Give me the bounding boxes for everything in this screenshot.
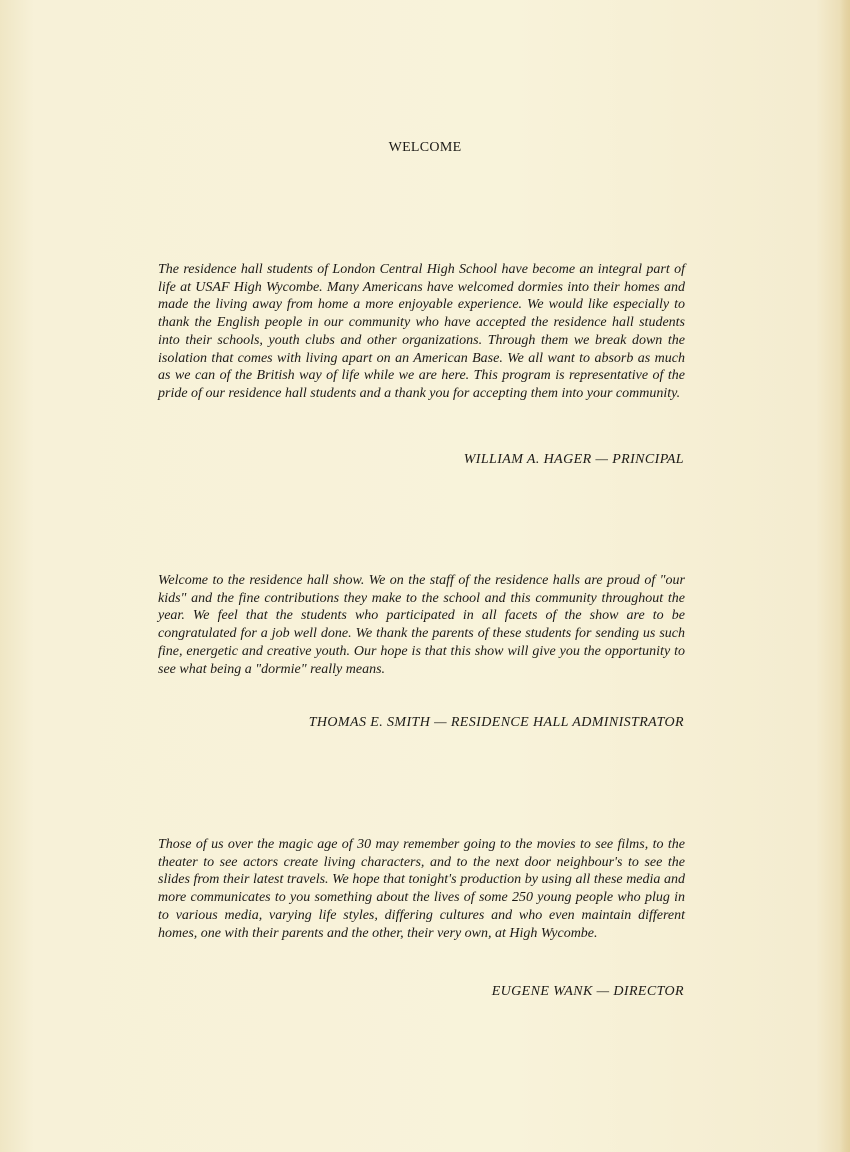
page-title: WELCOME [388,140,462,155]
page-edge-shadow [840,0,850,1152]
signature-principal: WILLIAM A. HAGER — PRINCIPAL [463,452,684,467]
welcome-paragraph-administrator: Welcome to the residence hall show. We on the staff of the residence halls are proud of "our kids" and the fine contributions they make to the school and this community throughout the year. We feel that the students who participated in all facets of the show are to be congratulated for a job well done. We thank the parents of these students for sending us such fine, energetic and creative youth. Our hope is that this show will give you the opportunity to see what being a "dormie" really means. [158,573,685,677]
welcome-paragraph-principal: The residence hall students of London Central High School have become an integral part of life at USAF High Wycombe. Many Americans have welcomed dormies into their homes and made the living away from home a more enjoyable experience. We would like especially to thank the English people in our community who have accepted the residence hall students into their schools, youth clubs and other organizations. Through them we break down the isolation that comes with living apart on an American Base. We all want to absorb as much as we can of the British way of life while we are here. This program is representative of the pride of our residence hall students and a thank you for accepting them into your community. [158,262,685,401]
signature-director: EUGENE WANK — DIRECTOR [491,984,684,999]
welcome-paragraph-director: Those of us over the magic age of 30 may remember going to the movies to see films, to the theater to see actors create living characters, and to the next door neighbour's to see the slides from their latest travels. We hope that tonight's production by using all these media and more communicates to you something about the lives of some 250 young people who plug in to various media, varying life styles, differing cultures and who even maintain different homes, one with their parents and the other, their very own, at High Wycombe. [158,837,685,941]
signature-administrator: THOMAS E. SMITH — RESIDENCE HALL ADMINISTRATOR [308,715,684,730]
